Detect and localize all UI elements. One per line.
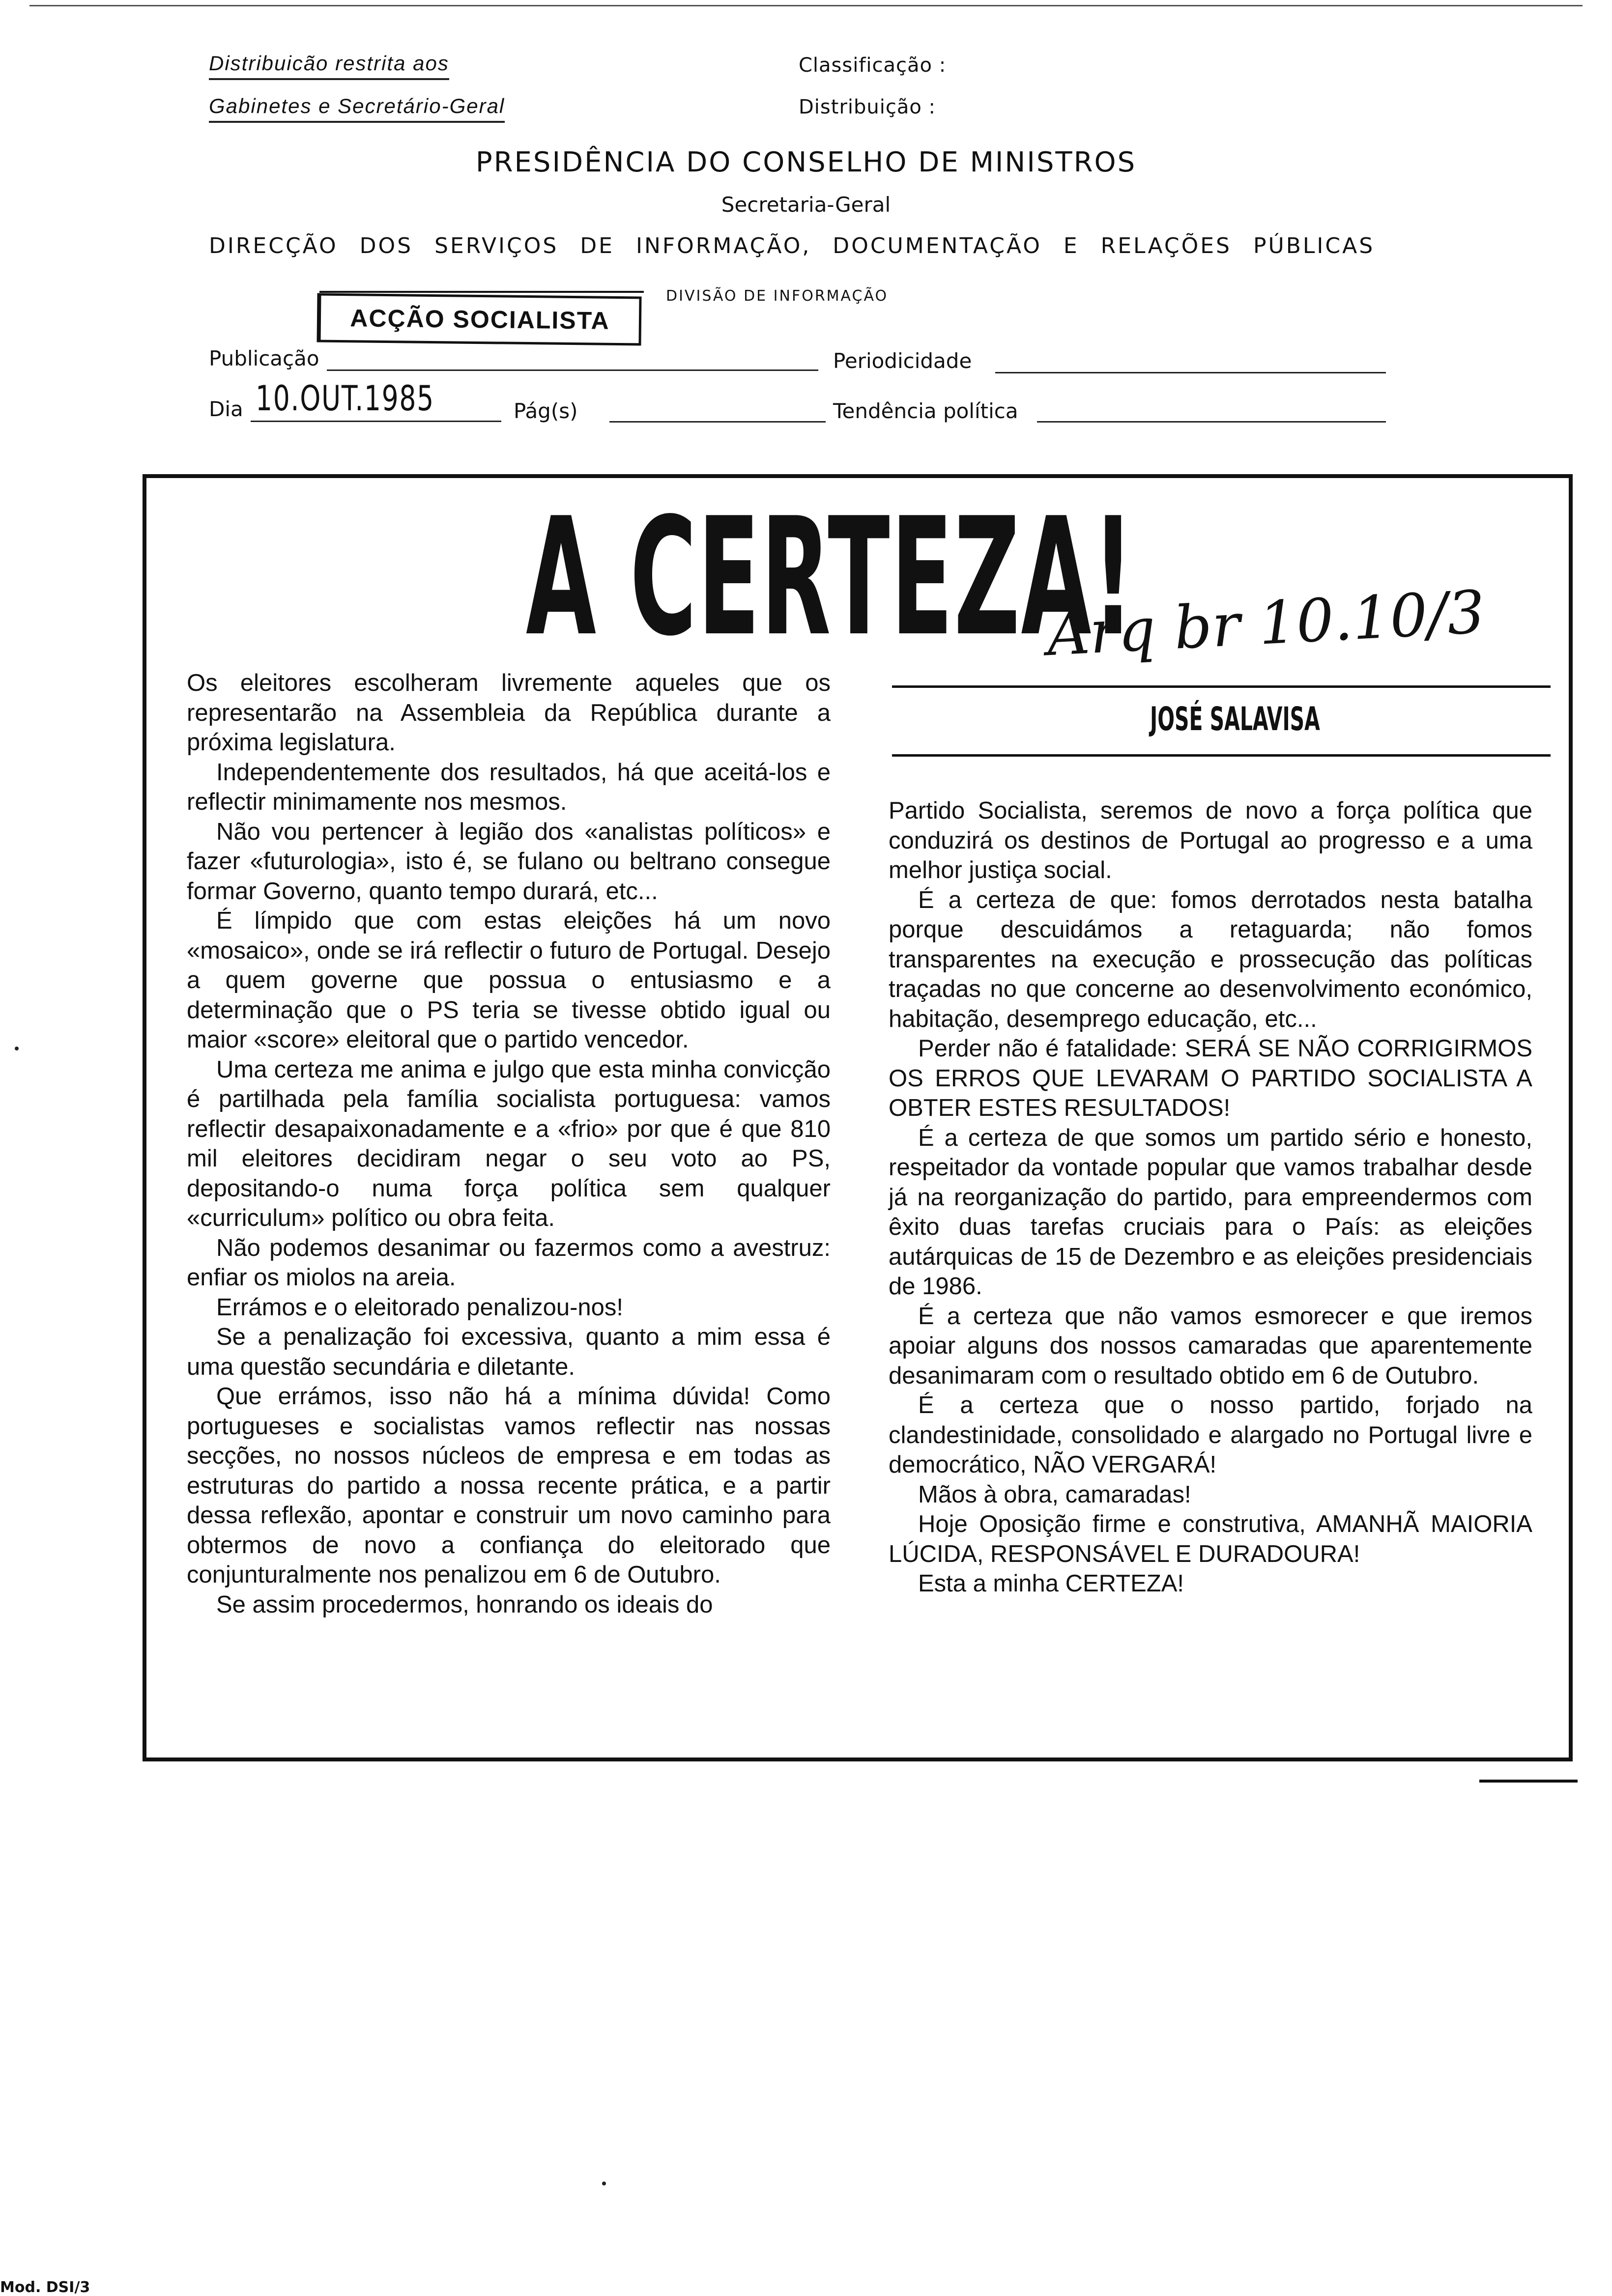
periodicity-label: Periodicidade (833, 349, 972, 373)
form-model-code: Mod. DSI/3 (0, 2279, 90, 2296)
pages-label: Pág(s) (514, 399, 578, 423)
distribution-restricted: Distribuicão restrita aos (209, 52, 449, 80)
date-value: 10.OUT.1985 (256, 378, 434, 419)
presidency-title: PRESIDÊNCIA DO CONSELHO DE MINISTROS (475, 146, 1137, 178)
tendency-line (1037, 421, 1386, 423)
speck (602, 2182, 606, 2185)
paragraph: Os eleitores escolheram livremente aqueles que os representarão na Assembleia da República durante a próxima legislatura. (187, 670, 831, 756)
stamp-top-rule (319, 291, 644, 293)
publication-label: Publicação (209, 346, 319, 370)
paragraph: Partido Socialista, seremos de novo a força política que conduzirá os destinos de Portugal ao progresso e a uma melhor justiça social. (889, 797, 1532, 883)
paragraph: É a certeza que não vamos esmorecer e que iremos apoiar alguns dos nossos camaradas que aparentemente desanimaram com o resultado obtido em 6 de Outubro. (889, 1303, 1532, 1389)
paragraph: Hoje Oposição firme e construtiva, AMANHÃ MAIORIA LÚCIDA, RESPONSÁVEL E DURADOURA! (889, 1511, 1532, 1567)
periodicity-line (995, 372, 1386, 373)
day-label: Dia (209, 397, 243, 421)
pages-line (609, 421, 826, 423)
paragraph: Se assim procedermos, honrando os ideais do (216, 1591, 713, 1618)
date-line (251, 421, 501, 422)
paragraph: Que errámos, isso não há a mínima dúvida! Como portugueses e socialistas vamos reflectir nas nossas secções, no nossos núcleos de empresa e em todas as estruturas do partido a nossa recente prática, e a partir dessa reflexão, apontar e construir um novo caminho para obtermos de novo a confiança do eleitorado que conjunturalmente nos penalizou em 6 de Outubro. (187, 1383, 831, 1588)
tendency-label: Tendência política (833, 399, 1018, 423)
paragraph: Esta a minha CERTEZA! (918, 1570, 1184, 1597)
article-column-right (889, 796, 1532, 1599)
classification-label: Classificação : (799, 54, 947, 77)
handwritten-annotation: Arq br 10.10/3 (1045, 578, 1487, 670)
publication-stamp: ACÇÃO SOCIALISTA (317, 293, 641, 346)
article-column-left (187, 668, 831, 1619)
byline-bottom-rule (892, 754, 1551, 757)
distribution-cabinets: Gabinetes e Secretário-Geral (209, 94, 505, 123)
speck (15, 1047, 19, 1050)
paragraph: Errámos e o eleitorado penalizou-nos! (216, 1294, 624, 1321)
top-border (29, 5, 1583, 6)
publication-line (327, 369, 818, 371)
secretariat-title: Secretaria-Geral (721, 193, 891, 217)
byline-top-rule (892, 685, 1551, 688)
paragraph: Perder não é fatalidade: SERÁ SE NÃO CORRIGIRMOS OS ERROS QUE LEVARAM O PARTIDO SOCIALISTA A OBTER ESTES RESULTADOS! (889, 1035, 1532, 1121)
paragraph: Uma certeza me anima e julgo que esta minha convicção é partilhada pela família socialista portuguesa: vamos reflectir desapaixonadamente e a «frio» por que é que 810 mil eleitores decidiram negar o seu voto ao PS, depositando-o numa força política sem qualquer «curriculum» político ou obra feita. (187, 1056, 831, 1231)
directorate-title: DIRECÇÃO DOS SERVIÇOS DE INFORMAÇÃO, DOCUMENTAÇÃO E RELAÇÕES PÚBLICAS (209, 233, 1375, 258)
bottom-right-rule (1479, 1780, 1578, 1783)
paragraph: É a certeza de que: fomos derrotados nesta batalha porque descuidámos a retaguarda; não fomos transparentes na execução e prossecução das políticas traçadas no que concerne ao desenvolvimento económico, habitação, desemprego educação, etc... (889, 886, 1532, 1032)
paragraph: Não vou pertencer à legião dos «analistas políticos» e fazer «futurologia», isto é, se fulano ou beltrano consegue formar Governo, quanto tempo durará, etc... (187, 818, 831, 905)
paragraph: Independentemente dos resultados, há que aceitá-los e reflectir minimamente nos mesmos. (187, 759, 831, 815)
paragraph: Se a penalização foi excessiva, quanto a mim essa é uma questão secundária e diletante. (187, 1324, 831, 1380)
paragraph: Não podemos desanimar ou fazermos como a avestruz: enfiar os miolos na areia. (187, 1234, 831, 1291)
paragraph: É a certeza de que somos um partido sério e honesto, respeitador da vontade popular que vamos trabalhar desde já na reorganização do partido, para empreendermos com êxito duas tarefas cruciais para o País: as eleições autárquicas de 15 de Dezembro e as eleições presidenciais de 1986. (889, 1124, 1532, 1300)
paragraph: É a certeza que o nosso partido, forjado na clandestinidade, consolidado e alargado no Portugal livre e democrático, NÃO VERGARÁ! (889, 1392, 1532, 1478)
article-headline: A CERTEZA! (526, 483, 1135, 672)
paragraph: Mãos à obra, camaradas! (918, 1481, 1191, 1508)
paragraph: É límpido que com estas eleições há um novo «mosaico», onde se irá reflectir o futuro de Portugal. Desejo a quem governe que possua o entusiasmo e a determinação que o PS teria se tivesse obtido igual ou maior «score» eleitoral que o partido vencedor. (187, 907, 831, 1053)
distribution-label: Distribuição : (799, 96, 936, 118)
article-author: JOSÉ SALAVISA (1150, 700, 1320, 738)
division-label: DIVISÃO DE INFORMAÇÃO (666, 287, 889, 305)
